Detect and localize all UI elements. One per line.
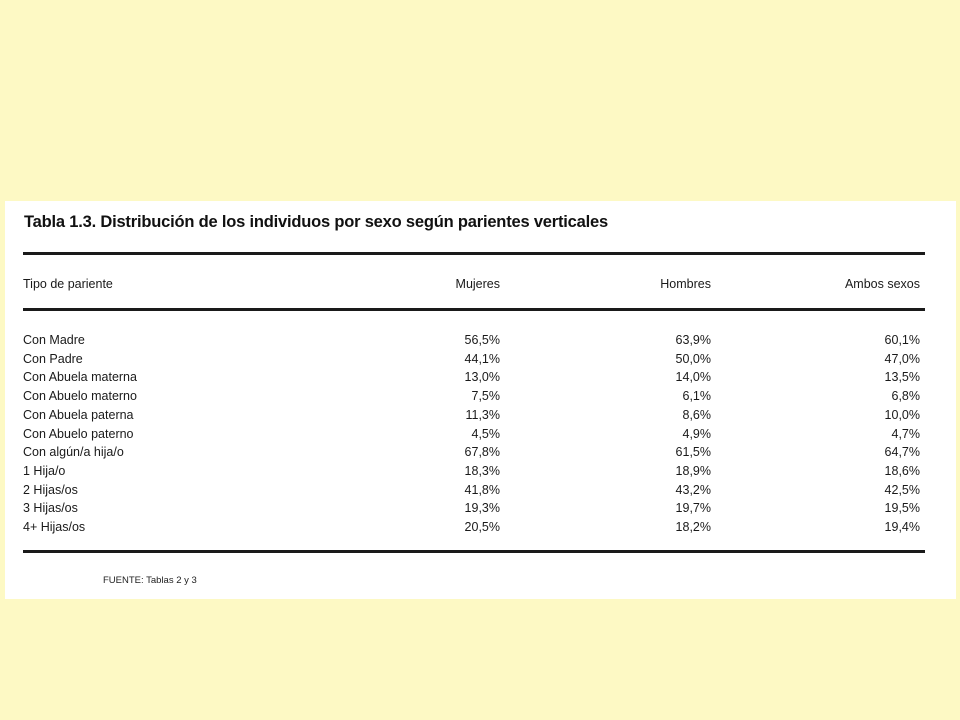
- cell-hombres: 6,1%: [682, 389, 711, 404]
- header-rule: [23, 308, 925, 311]
- cell-mujeres: 11,3%: [465, 407, 500, 422]
- source-note: FUENTE: Tablas 2 y 3: [103, 575, 197, 586]
- row-label: Con Abuelo paterno: [23, 426, 134, 441]
- cell-ambos-sexos: 6,8%: [891, 389, 920, 404]
- row-label: Con Abuelo materno: [23, 389, 137, 404]
- cell-hombres: 18,2%: [675, 520, 711, 534]
- row-label: 1 Hija/o: [23, 463, 66, 478]
- header-tipo-de-pariente: Tipo de pariente: [23, 277, 113, 291]
- cell-hombres: 19,7%: [675, 501, 711, 516]
- cell-hombres: 43,2%: [675, 482, 711, 497]
- cell-mujeres: 41,8%: [464, 482, 500, 497]
- cell-ambos-sexos: 19,5%: [884, 501, 920, 516]
- cell-mujeres: 7,5%: [471, 389, 500, 404]
- table-row: [23, 425, 920, 443]
- cell-ambos-sexos: 13,5%: [884, 370, 920, 385]
- bottom-rule: [23, 550, 925, 553]
- cell-mujeres: 44,1%: [464, 351, 500, 366]
- cell-mujeres: 18,3%: [464, 463, 500, 478]
- cell-ambos-sexos: 19,4%: [884, 520, 920, 534]
- cell-hombres: 18,9%: [675, 463, 711, 478]
- table-row: [23, 350, 920, 368]
- cell-hombres: 63,9%: [675, 333, 711, 347]
- cell-ambos-sexos: 4,7%: [891, 426, 920, 441]
- table-panel: [5, 201, 956, 599]
- table-row: [23, 481, 920, 499]
- cell-hombres: 61,5%: [675, 445, 711, 460]
- table-row: [23, 499, 920, 517]
- cell-ambos-sexos: 60,1%: [884, 333, 920, 347]
- cell-mujeres: 20,5%: [464, 520, 500, 534]
- cell-ambos-sexos: 47,0%: [884, 351, 920, 366]
- cell-ambos-sexos: 18,6%: [884, 463, 920, 478]
- cell-mujeres: 67,8%: [464, 445, 500, 460]
- table-title: Tabla 1.3. Distribución de los individuos por sexo según parientes verticales: [24, 213, 608, 231]
- cell-hombres: 50,0%: [675, 351, 711, 366]
- row-label: Con Padre: [23, 351, 83, 366]
- top-rule: [23, 252, 925, 255]
- table-row: [23, 443, 920, 461]
- header-hombres: Hombres: [660, 277, 711, 291]
- row-label: 3 Hijas/os: [23, 501, 78, 516]
- row-label: Con Madre: [23, 333, 85, 347]
- cell-hombres: 14,0%: [675, 370, 711, 385]
- cell-mujeres: 19,3%: [464, 501, 500, 516]
- row-label: Con algún/a hija/o: [23, 445, 124, 460]
- row-label: 2 Hijas/os: [23, 482, 78, 497]
- cell-mujeres: 4,5%: [471, 426, 500, 441]
- table-row: [23, 462, 920, 480]
- cell-hombres: 8,6%: [682, 407, 711, 422]
- header-mujeres: Mujeres: [455, 277, 500, 291]
- table-row: [23, 387, 920, 405]
- row-label: 4+ Hijas/os: [23, 520, 86, 534]
- table-row: [23, 368, 920, 386]
- table-header-row: [23, 275, 920, 293]
- table-row: [23, 518, 920, 536]
- row-label: Con Abuela paterna: [23, 407, 134, 422]
- cell-ambos-sexos: 42,5%: [884, 482, 920, 497]
- cell-mujeres: 13,0%: [464, 370, 500, 385]
- table-row: [23, 331, 920, 349]
- cell-ambos-sexos: 64,7%: [884, 445, 920, 460]
- cell-mujeres: 56,5%: [464, 333, 500, 347]
- header-ambos-sexos: Ambos sexos: [844, 277, 920, 291]
- row-label: Con Abuela materna: [23, 370, 137, 385]
- table-row: [23, 406, 920, 424]
- cell-hombres: 4,9%: [682, 426, 711, 441]
- cell-ambos-sexos: 10,0%: [884, 407, 920, 422]
